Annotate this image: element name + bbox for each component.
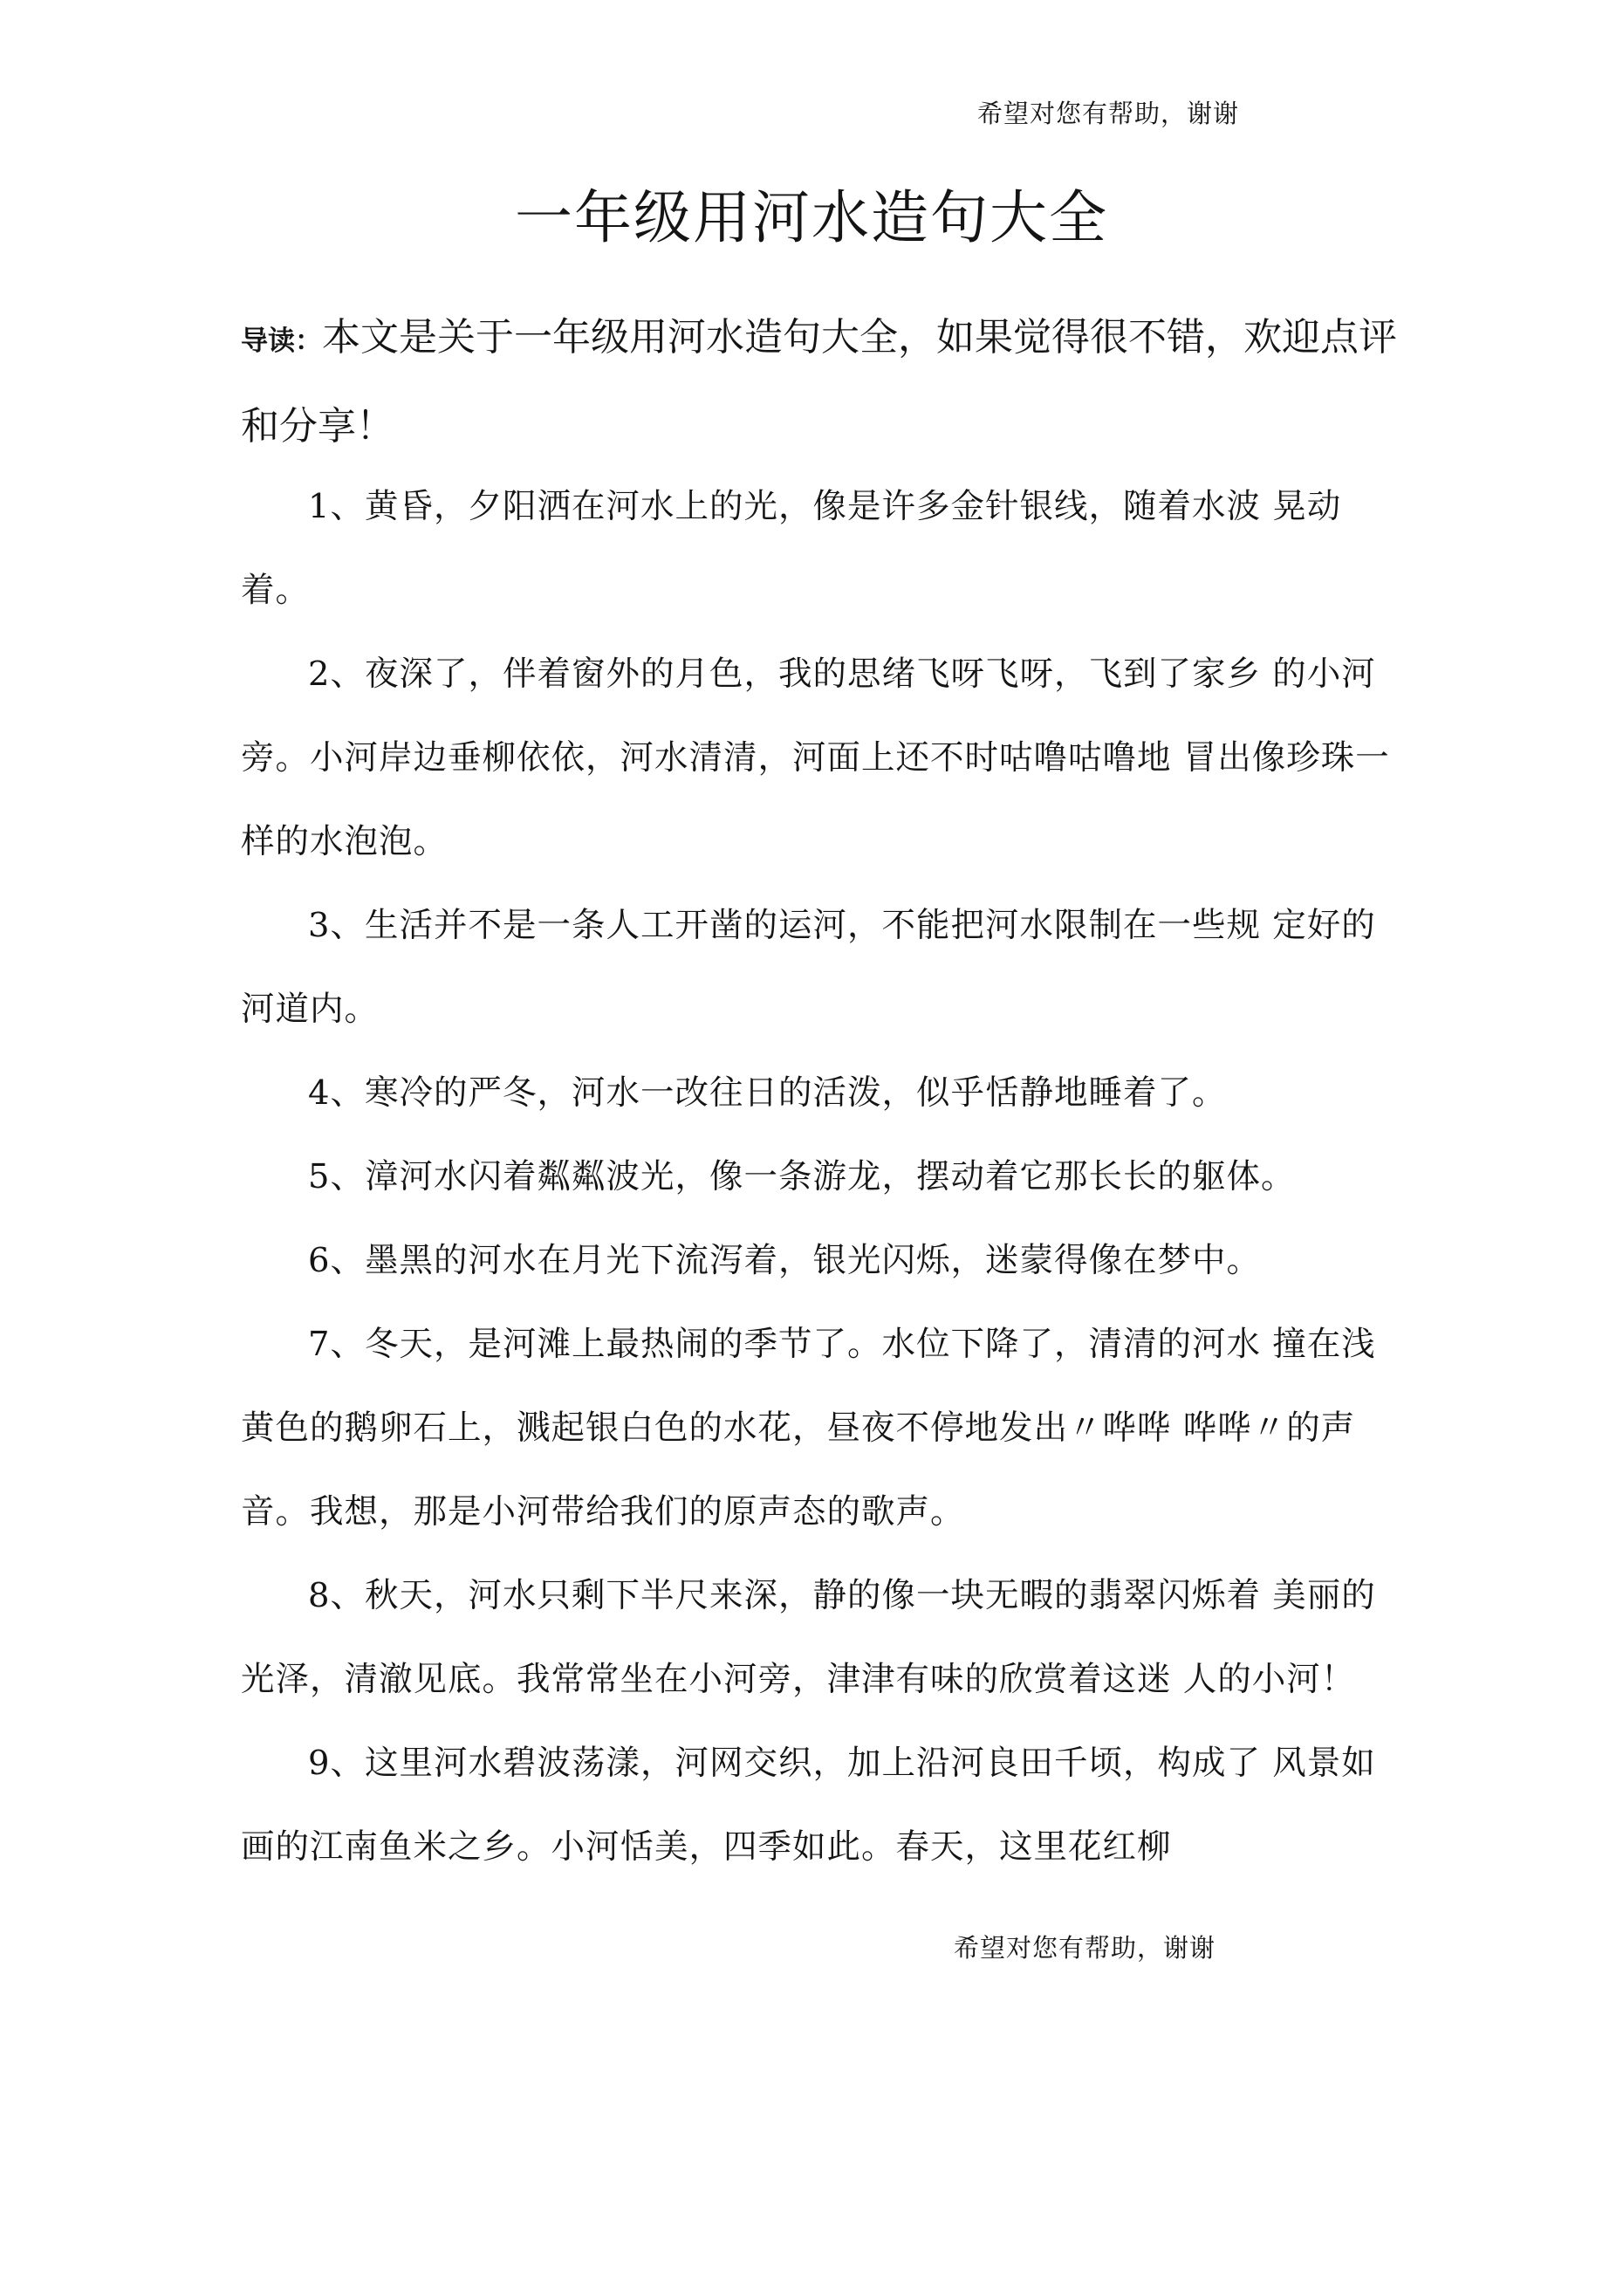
intro-label: 导读： (241, 326, 322, 357)
sentence-item: 9、这里河水碧波荡漾，河网交织，加上沿河良田千顷，构成了 风景如画的江南鱼米之乡。小河恬美，四季如此。春天，这里花红柳 (241, 1744, 1376, 1867)
sentence-item: 7、冬天，是河滩上最热闹的季节了。水位下降了，清清的河水 撞在浅黄色的鹅卵石上，溅起银白色的水花，昼夜不停地发出〃哗哗 哗哗〃的声音。我想，那是小河带给我们的原声态的歌声。 (241, 1325, 1376, 1532)
footer-note: 希望对您有帮助，谢谢 (954, 1933, 1216, 1963)
intro-text: 本文是关于一年级用河水造句大全，如果觉得很不错，欢迎点评和分享！ (241, 315, 1397, 449)
header-note: 希望对您有帮助，谢谢 (977, 99, 1240, 128)
sentence-item: 8、秋天，河水只剩下半尺来深，静的像一块无暇的翡翠闪烁着 美丽的光泽，清澈见底。我常常坐在小河旁，津津有味的欣赏着这迷 人的小河！ (241, 1576, 1376, 1699)
sentence-item: 2、夜深了，伴着窗外的月色，我的思绪飞呀飞呀，飞到了家乡 的小河旁。小河岸边垂柳依依，河水清清，河面上还不时咕噜咕噜地 冒出像珍珠一样的水泡泡。 (241, 655, 1390, 861)
sentence-item: 6、墨黑的河水在月光下流泻着，银光闪烁，迷蒙得像在梦中。 (308, 1241, 1261, 1280)
sentence-item: 5、漳河水闪着粼粼波光，像一条游龙，摆动着它那长长的躯体。 (308, 1157, 1296, 1196)
sentence-item: 4、寒冷的严冬，河水一改往日的活泼，似乎恬静地睡着了。 (308, 1073, 1227, 1113)
sentence-item: 3、生活并不是一条人工开凿的运河，不能把河水限制在一些规 定好的河道内。 (241, 906, 1376, 1029)
intro-paragraph (241, 295, 1419, 469)
sentence-item: 1、黄昏，夕阳洒在河水上的光，像是许多金针银线，随着水波 晃动着。 (241, 487, 1342, 610)
page-title: 一年级用河水造句大全 (515, 184, 1108, 251)
sentence-list (241, 465, 1406, 1889)
